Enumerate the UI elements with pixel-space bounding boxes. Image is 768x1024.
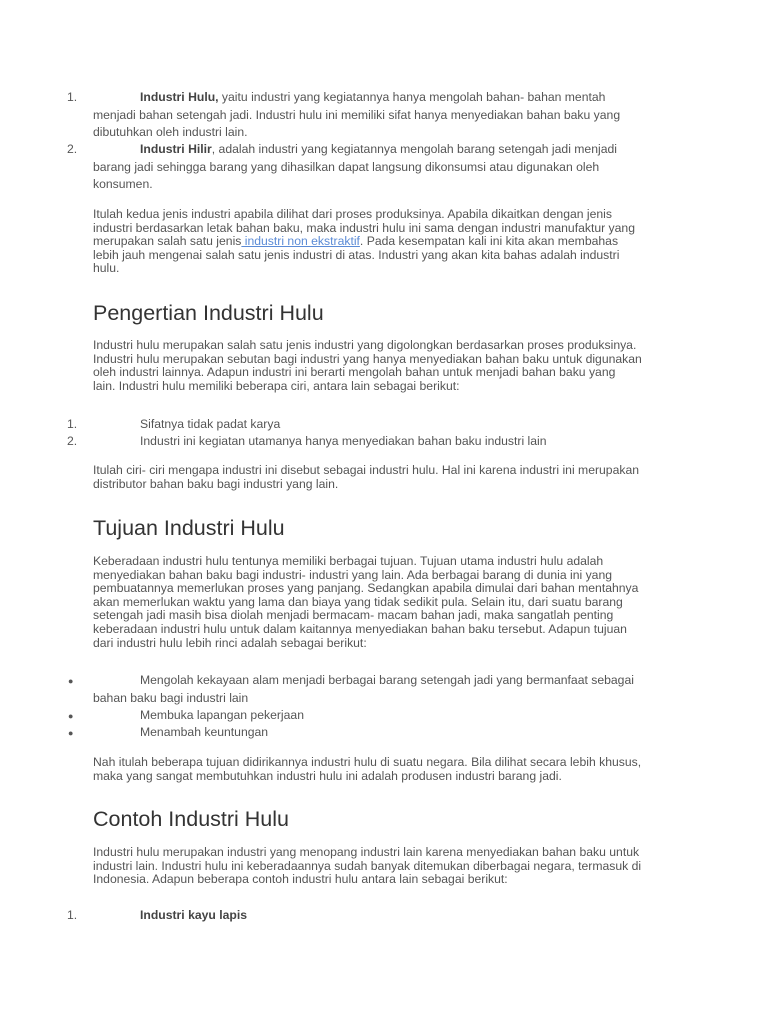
paragraph: Keberadaan industri hulu tentunya memiliki berbagai tujuan. Tujuan utama industri hulu adalah menyediakan bahan baku bagi industri- industri yang lain. Ada berbagai barang di dunia ini yang pembuatannya memerlukan proses yang panjang. Sedangkan apabila dimulai dari bahan mentahnya akan memerlukan waktu yang lama dan biaya yang tidak sedikit pula. Selain itu, dari suatu barang setengah jadi masih bisa diolah menjadi bermacam- macam bahan jadi, maka sangatlah penting keberadaan industri hulu untuk dalam kaitannya menyediakan bahan baku tersebut. Adapun tujuan dari industri hulu lebih rinci adalah sebagai berikut: — [93, 554, 639, 650]
list-number: 2. — [67, 434, 78, 448]
heading-pengertian: Pengertian Industri Hulu — [93, 301, 324, 325]
list-text: dibutuhkan oleh industri lain. — [93, 125, 248, 139]
bullet-icon: ● — [68, 676, 74, 686]
paragraph: Industri hulu merupakan salah satu jenis industri yang digolongkan berdasarkan proses produksinya. Industri hulu merupakan sebutan bagi industri yang hanya menyediakan bahan baku untuk digunakan oleh industri lainnya. Adapun industri ini berarti mengolah bahan untuk menjadi bahan baku yang lain. Industri hulu memiliki beberapa ciri, antara lain sebagai berikut: — [93, 338, 642, 393]
list-text: Membuka lapangan pekerjaan — [140, 708, 304, 722]
list-text: yaitu industri yang kegiatannya hanya mengolah bahan- bahan mentah — [218, 90, 606, 104]
bullet-icon: ● — [68, 711, 74, 721]
industri-non-ekstraktif-link[interactable]: industri non ekstraktif — [241, 234, 360, 249]
paragraph: Nah itulah beberapa tujuan didirikannya industri hulu di suatu negara. Bila dilihat secara lebih khusus, maka yang sangat membutuhkan industri hulu ini adalah produsen industri barang jadi. — [93, 755, 642, 783]
list-text: Industri kayu lapis — [140, 908, 248, 922]
list-text: Industri ini kegiatan utamanya hanya menyediakan bahan baku industri lain — [140, 434, 547, 448]
term-bold: Industri Hilir — [140, 142, 212, 156]
list-number: 2. — [67, 142, 78, 156]
list-text: bahan baku bagi industri lain — [93, 690, 249, 705]
list-number: 1. — [67, 908, 78, 922]
paragraph: Itulah ciri- ciri mengapa industri ini disebut sebagai industri hulu. Hal ini karena industri ini merupakan distributor bahan baku bagi industri yang lain. — [93, 463, 640, 491]
list-text: Mengolah kekayaan alam menjadi berbagai barang setengah jadi yang bermanfaat sebagai — [140, 673, 634, 687]
paragraph: Industri hulu merupakan industri yang menopang industri lain karena menyediakan bahan baku untuk industri lain. Industri hulu ini keberadaannya sudah banyak ditemukan diberbagai negara, termasuk di Indonesia. Adapun beberapa contoh industri hulu antara lain sebagai berikut: — [93, 845, 642, 887]
list-text: konsumen. — [93, 177, 153, 191]
list-text: barang jadi sehingga barang yang dihasilkan dapat langsung dikonsumsi atau digunakan oleh — [93, 159, 600, 174]
list-text: Menambah keuntungan — [140, 725, 269, 739]
bullet-icon: ● — [68, 728, 74, 738]
list-text: , adalah industri yang kegiatannya mengolah barang setengah jadi menjadi — [211, 142, 617, 156]
heading-tujuan: Tujuan Industri Hulu — [93, 516, 285, 540]
list-text: Sifatnya tidak padat karya — [140, 417, 281, 431]
term-bold: Industri Hulu, — [140, 90, 219, 104]
intro-paragraph: Itulah kedua jenis industri apabila dilihat dari proses produksinya. Apabila dikaitkan dengan jenis industri berdasarkan letak bahan baku, maka industri hulu ini sama dengan industri manufaktur yang merupakan salah satu jenis industri non ekstraktif. Pada kesempatan kali ini kita akan membahas lebih jauh mengenai salah satu jenis industri di atas. Industri yang akan kita bahas adalah industri hulu. — [93, 207, 635, 276]
heading-contoh: Contoh Industri Hulu — [93, 807, 289, 831]
list-text: menjadi bahan setengah jadi. Industri hulu ini memiliki sifat hanya menyediakan bahan baku yang — [93, 107, 621, 122]
list-number: 1. — [67, 90, 78, 104]
list-number: 1. — [67, 417, 78, 431]
